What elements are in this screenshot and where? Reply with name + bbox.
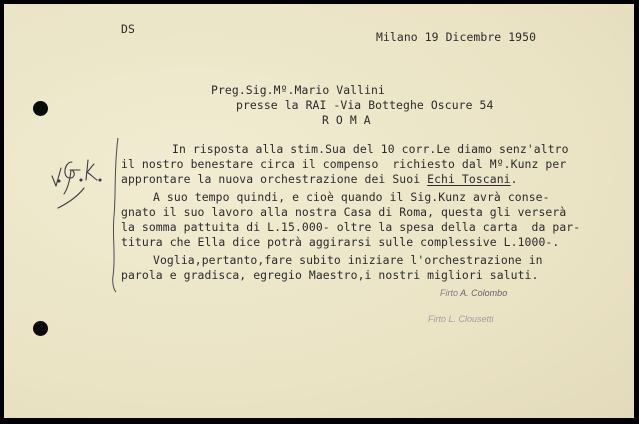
paragraph-1-line-1: In risposta alla stim.Sua del 10 corr.Le diamo senz'altro	[172, 142, 569, 156]
signature-stamp-second	[428, 314, 494, 324]
initials: DS	[121, 22, 135, 36]
paragraph-1-line-3-text: approntare la nuova orchestrazione dei Suoi	[121, 172, 428, 186]
signature-prefix-2: Firto	[428, 314, 446, 324]
recipient-address: presse la RAI -Via Botteghe Oscure 54	[236, 98, 494, 112]
margin-bracket	[108, 136, 122, 294]
punch-hole-bottom	[33, 321, 48, 336]
paragraph-3-line-1: Voglia,pertanto,fare subito iniziare l'orchestrazione in	[153, 253, 543, 267]
recipient-name: Preg.Sig.Mº.Mario Vallini	[211, 83, 385, 97]
signature-name-2: L. Clousetti	[448, 314, 494, 324]
paragraph-3-line-2: parola e gradisca, egregio Maestro,i nostri migliori saluti.	[121, 268, 539, 282]
paragraph-1-line-2: il nostro benestare circa il compenso richiesto dal Mº.Kunz per	[121, 157, 567, 171]
paragraph-2-line-3: la somma pattuita di L.15.000- oltre la spesa della carta da par-	[121, 220, 581, 234]
paragraph-2-line-1: A suo tempo quindi, e cioè quando il Sig.Kunz avrà conse-	[153, 190, 550, 204]
handwritten-margin-note	[50, 150, 112, 220]
punch-hole-top	[33, 101, 48, 116]
paragraph-1-line-3	[121, 172, 518, 187]
paragraph-2-line-2: gnato il suo lavoro alla nostra Casa di Roma, questa gli verserà	[121, 205, 567, 219]
work-title: Echi Toscani	[427, 172, 511, 186]
letter-date: Milano 19 Dicembre 1950	[376, 30, 537, 44]
recipient-city: R O M A	[322, 113, 371, 127]
paragraph-2-line-4: titura che Ella dice potrà aggirarsi sulle complessive L.1000-.	[121, 235, 560, 249]
signature-stamp-colombo	[440, 288, 507, 298]
signature-prefix-1: Firto	[440, 288, 458, 298]
paragraph-1-end: .	[510, 172, 518, 186]
letter-page	[4, 4, 634, 418]
signature-name-1: A. Colombo	[460, 288, 508, 298]
